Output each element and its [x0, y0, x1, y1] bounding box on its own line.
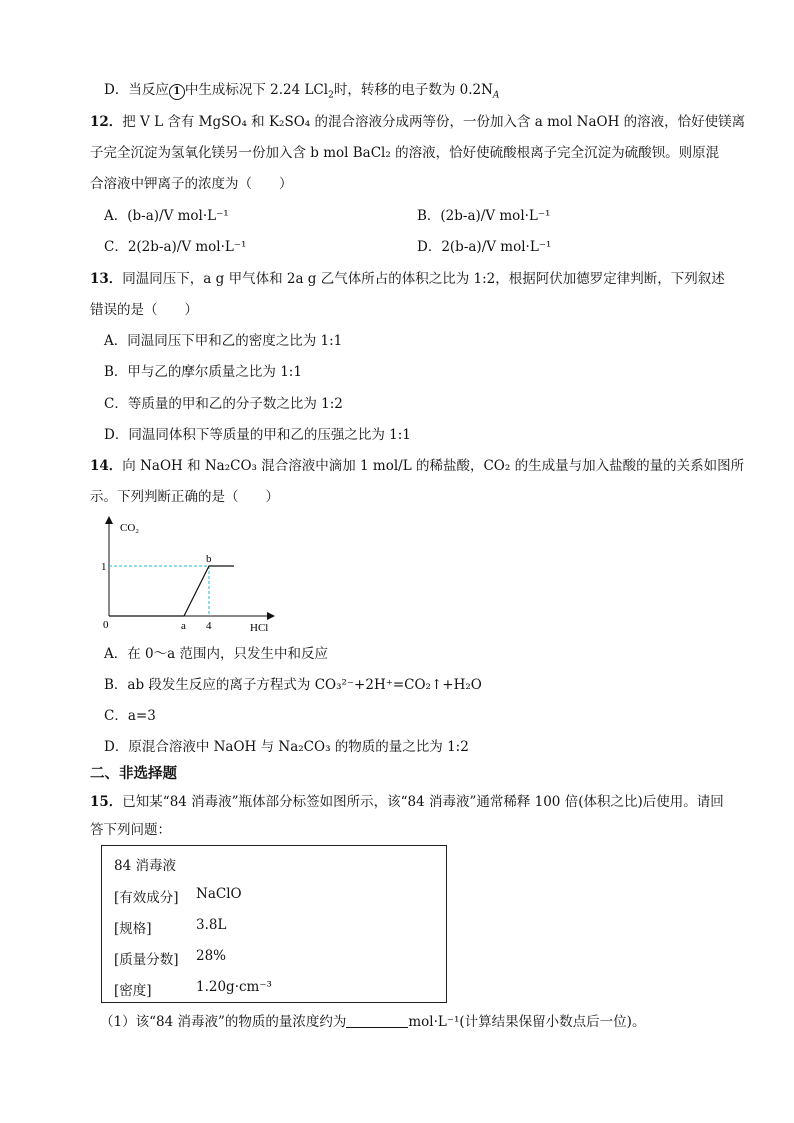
- label-value-density: 1.20g·cm⁻³: [196, 979, 272, 995]
- q11-option-d-mid: 中生成标况下 2.24 LCl: [184, 82, 329, 98]
- co2-series-line: [109, 566, 234, 616]
- q11-sub2: A: [492, 90, 500, 101]
- q12-option-b[interactable]: B．(2b-a)/V mol·L⁻¹: [417, 208, 551, 224]
- q12-option-c[interactable]: C．2(2b-a)/V mol·L⁻¹: [104, 239, 247, 255]
- section-heading: 二、非选择题: [90, 765, 177, 782]
- q15-sub1-prefix: （1）该“84 消毒液”的物质的量浓度约为: [100, 1014, 347, 1030]
- y-axis-label: CO₂: [120, 522, 140, 534]
- q15-text-1: 已知某“84 消毒液”瓶体部分标签如图所示，该“84 消毒液”通常稀释 100 倍(体积之比)后使用。请回: [122, 794, 724, 810]
- point-label-b: b: [206, 553, 212, 565]
- q13-option-c[interactable]: C．等质量的甲和乙的分子数之比为 1:2: [104, 396, 343, 412]
- q13-option-b[interactable]: B．甲与乙的摩尔质量之比为 1:1: [104, 364, 302, 380]
- q11-option-d-suffix: 时，转移的电子数为 0.2N: [333, 82, 493, 98]
- origin-label: 0: [103, 619, 109, 631]
- q13-line1: [90, 269, 725, 289]
- x-tick-label-4: 4: [206, 620, 212, 632]
- label-value-spec: 3.8L: [196, 917, 227, 933]
- q13-text-1: 同温同压下，a g 甲气体和 2a g 乙气体所占的体积之比为 1:2，根据阿伏加德罗定律判断，下列叙述: [122, 271, 725, 287]
- q15-number: 15．: [90, 794, 123, 810]
- x-tick-label-a: a: [181, 620, 186, 632]
- q11-sub: 2: [328, 90, 334, 101]
- q12-text-1: 把 V L 含有 MgSO₄ 和 K₂SO₄ 的混合溶液分成两等份，一份加入含 a mol NaOH 的溶液，恰好使镁离: [122, 114, 746, 130]
- q12-line1: [90, 112, 745, 132]
- label-key-spec: [规格]: [114, 921, 152, 937]
- q15-line1: [90, 792, 724, 812]
- label-value-mass-fraction: 28%: [196, 948, 227, 964]
- x-axis-label: HCl: [250, 622, 269, 634]
- q14-line2: [90, 487, 279, 507]
- q15-sub1-suffix: mol·L⁻¹(计算结果保留小数点后一位)。: [408, 1014, 646, 1030]
- q15-text-2: 答下列问题：: [90, 822, 171, 838]
- q12-number: 12．: [90, 114, 123, 130]
- label-key-density: [密度]: [114, 983, 152, 999]
- q14-text-1: 向 NaOH 和 Na₂CO₃ 混合溶液中滴加 1 mol/L 的稀盐酸，CO₂ 的生成量与加入盐酸的量的关系如图所: [122, 458, 745, 474]
- q13-option-a[interactable]: A．同温同压下甲和乙的密度之比为 1:1: [104, 333, 343, 349]
- q14-option-b[interactable]: B．ab 段发生反应的离子方程式为 CO₃²⁻+2H⁺=CO₂↑+H₂O: [104, 677, 482, 693]
- q13-number: 13．: [90, 271, 123, 287]
- q11-option-d: [104, 80, 499, 106]
- q14-number: 14．: [90, 458, 123, 474]
- label-title: 84 消毒液: [114, 858, 176, 874]
- q14-option-a[interactable]: A．在 0～a 范围内，只发生中和反应: [104, 646, 328, 662]
- q13-text-2: 错误的是（ ）: [90, 302, 198, 318]
- q12-line2: [90, 143, 719, 163]
- q12-line3: [90, 174, 293, 194]
- q15-line2: [90, 820, 171, 840]
- q14-option-d[interactable]: D．原混合溶液中 NaOH 与 Na₂CO₃ 的物质的量之比为 1:2: [104, 739, 469, 755]
- q15-sub1: [100, 1012, 645, 1032]
- q13-line2: [90, 300, 198, 320]
- y-tick-label: 1: [101, 561, 107, 573]
- q12-text-2: 子完全沉淀为氢氧化镁另一份加入含 b mol BaCl₂ 的溶液，恰好使硫酸根离子完全沉淀为硫酸钡。则原混: [90, 145, 720, 161]
- q14-text-2: 示。下列判断正确的是（ ）: [90, 489, 279, 505]
- q11-option-d-prefix: D．当反应: [104, 82, 169, 98]
- label-key-component: [有效成分]: [114, 890, 179, 906]
- label-value-component: NaClO: [196, 886, 242, 902]
- q13-option-d[interactable]: D．同温同体积下等质量的甲和乙的压强之比为 1:1: [104, 427, 411, 443]
- q14-option-c[interactable]: C．a=3: [104, 708, 156, 724]
- q12-text-3: 合溶液中钾离子的浓度为（ ）: [90, 176, 293, 192]
- co2-hcl-chart: [98, 513, 288, 638]
- q14-line1: [90, 456, 744, 476]
- answer-blank[interactable]: [346, 1013, 408, 1028]
- q12-option-a[interactable]: A．(b-a)/V mol·L⁻¹: [104, 208, 229, 224]
- disinfectant-label-box: [101, 845, 447, 1003]
- label-key-mass-fraction: [质量分数]: [114, 952, 179, 968]
- q12-option-d[interactable]: D．2(b-a)/V mol·L⁻¹: [417, 239, 552, 255]
- reaction-number-circle: 1: [169, 84, 185, 100]
